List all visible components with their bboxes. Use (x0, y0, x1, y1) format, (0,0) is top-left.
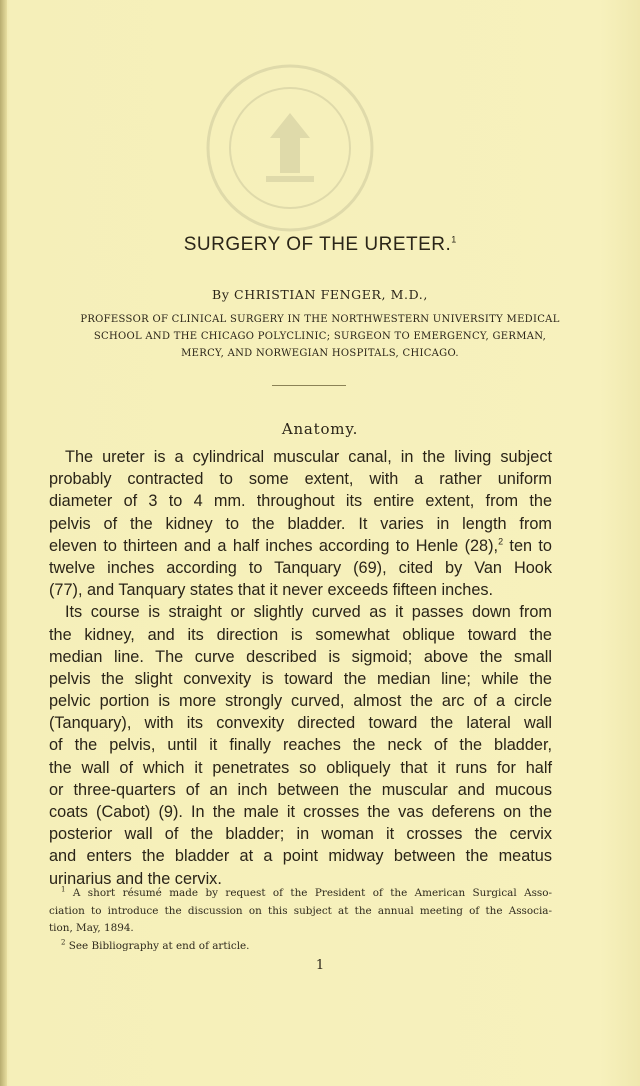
text-line: posterior wall of the bladder; in woman it crosses the cervix (49, 825, 552, 844)
text-line: of the pelvis, until it finally reaches the neck of the bladder, (49, 736, 552, 755)
page-number: 1 (315, 958, 325, 973)
section-heading: Anatomy. (281, 420, 359, 438)
text-line: Its course is straight or slightly curved as it passes down from (65, 603, 552, 622)
library-stamp-seal (200, 58, 380, 238)
author-affiliation (50, 311, 590, 362)
article-title: SURGERY OF THE URETER.$^1$ (183, 234, 457, 255)
text-line: (77), and Tanquary states that it never exceeds fifteen inches. (49, 581, 494, 600)
section-divider (272, 385, 346, 386)
text-line: probably contracted to some extent, with a rather uniform (49, 470, 552, 489)
text-line: (Tanquary), with its convexity directed toward the lateral wall (49, 714, 552, 733)
text-line: the wall of which it penetrates so obliquely that it runs for half (49, 758, 552, 777)
text-line: twelve inches according to Tanquary (69), cited by Van Hook (49, 558, 552, 577)
author-byline: By CHRISTIAN FENGER, M.D., (212, 287, 428, 302)
text-line: and enters the bladder at a point midway between the meatus (49, 847, 552, 866)
text-line: or three-quarters of an inch between the muscular and mucous (49, 780, 552, 799)
text-line: pelvis the slight convexity is toward the median line; while the (49, 669, 552, 688)
footnote-ref-2: 2 (498, 536, 504, 547)
text-line: The ureter is a cylindrical muscular canal, in the living subject (65, 448, 552, 466)
footnote-line: tion, May, 1894. (49, 922, 134, 935)
affiliation-line: PROFESSOR OF CLINICAL SURGERY IN THE NORTHWESTERN UNIVERSITY MEDICAL (80, 314, 560, 325)
footnote-1: $^1$ A short résumé made by request of the President of the American Surgical Asso- (61, 885, 552, 899)
affiliation-line: MERCY, AND NORWEGIAN HOSPITALS, CHICAGO. (181, 348, 459, 359)
text-line: urinarius and the cervix. (49, 869, 222, 888)
footnote-line: ciation to introduce the discussion on this subject at the annual meeting of the Associa- (49, 904, 552, 917)
text-line: eleven to thirteen and a half inches according to Henle (28),$^2$ ten to (49, 536, 552, 555)
body-text (49, 446, 552, 890)
binding-edge (0, 0, 7, 1086)
footnote-2: $^2$ See Bibliography at end of article. (61, 938, 250, 952)
text-line: pelvic portion is more strongly curved, almost the arc of a circle (49, 692, 552, 711)
text-line: coats (Cabot) (9). In the male it crosses the vas deferens on the (49, 803, 552, 821)
text-line: the kidney, and its direction is somewhat oblique toward the (49, 625, 552, 644)
footnote-ref-1: 1 (451, 234, 457, 245)
footnotes (49, 885, 552, 955)
text-line: diameter of 3 to 4 mm. throughout its entire extent, from the (49, 492, 552, 511)
affiliation-line: SCHOOL AND THE CHICAGO POLYCLINIC; SURGEON TO EMERGENCY, GERMAN, (93, 331, 547, 342)
text-line: median line. The curve described is sigmoid; above the small (49, 647, 552, 666)
text-line: pelvis of the kidney to the bladder. It varies in length from (49, 514, 552, 533)
